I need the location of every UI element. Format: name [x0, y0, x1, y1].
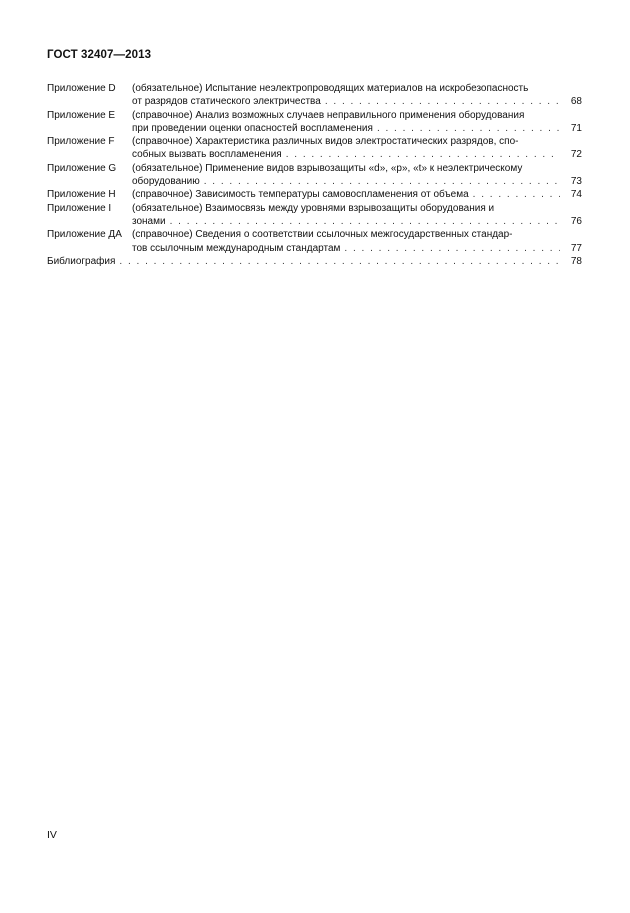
toc-entry-bibliography[interactable] [47, 255, 582, 268]
toc-entry-page: 78 [570, 255, 582, 267]
toc-entry-label: Приложение F [47, 136, 115, 148]
toc-entry-page: 76 [570, 215, 582, 227]
toc-entry-appendix-e[interactable] [47, 109, 582, 136]
toc-entry-title-line: от разрядов статического электричества . . . [132, 95, 560, 108]
toc-entry-page: 71 [570, 122, 582, 134]
toc-entry-appendix-i[interactable] [47, 202, 582, 229]
toc-entry-label: Приложение E [47, 109, 116, 121]
toc-entry-title-line: (справочное) Анализ возможных случаев неправильного применения оборудования [132, 109, 525, 121]
toc-entry-label: Приложение I [47, 202, 112, 214]
toc-entry-label: Приложение H [47, 189, 116, 201]
page-number: IV [47, 829, 57, 841]
toc-entry-title-line: зонами . . . [132, 215, 560, 228]
document-header: ГОСТ 32407—2013 [47, 49, 152, 61]
toc-entry-title-line: (обязательное) Испытание неэлектропроводящих материалов на искробезопасность [132, 83, 529, 94]
toc-entry-page: 73 [570, 176, 582, 188]
toc-entry-title-line: (справочное) Характеристика различных видов электростатических разрядов, спо- [132, 136, 519, 148]
toc-entry-title-line: собных вызвать воспламенения . . . [132, 148, 560, 161]
toc-entry-page: 68 [570, 96, 582, 108]
toc-entry-title-line: (обязательное) Взаимосвязь между уровнями взрывозащиты оборудования и [132, 202, 495, 214]
table-of-contents [47, 82, 582, 268]
toc-entry-page: 72 [570, 149, 582, 161]
toc-entry-title-line: Библиография . . . [47, 255, 560, 268]
toc-entry-label: Приложение G [47, 162, 117, 174]
toc-entry-page: 77 [570, 242, 582, 254]
toc-entry-appendix-d[interactable] [47, 82, 582, 109]
toc-entry-appendix-da[interactable] [47, 228, 582, 255]
toc-entry-title-line: (справочное) Сведения о соответствии ссылочных межгосударственных стандар- [132, 229, 513, 241]
toc-entry-appendix-f[interactable] [47, 135, 582, 162]
toc-entry-appendix-h[interactable] [47, 188, 582, 201]
toc-entry-title-line: (обязательное) Применение видов взрывозащиты «d», «p», «t» к неэлектрическому [132, 162, 523, 174]
toc-entry-title-line: при проведении оценки опасностей воспламенения . . . [132, 122, 560, 135]
toc-entry-label: Приложение D [47, 83, 116, 94]
toc-entry-label: Приложение ДА [47, 229, 122, 241]
toc-entry-title-line: оборудованию . . . [132, 175, 560, 188]
toc-entry-title-line: тов ссылочным международным стандартам . . . [132, 242, 560, 255]
toc-entry-page: 74 [570, 189, 582, 201]
toc-entry-title-line: (справочное) Зависимость температуры самовоспламенения от объема . . . [132, 188, 560, 201]
toc-entry-appendix-g[interactable] [47, 162, 582, 189]
